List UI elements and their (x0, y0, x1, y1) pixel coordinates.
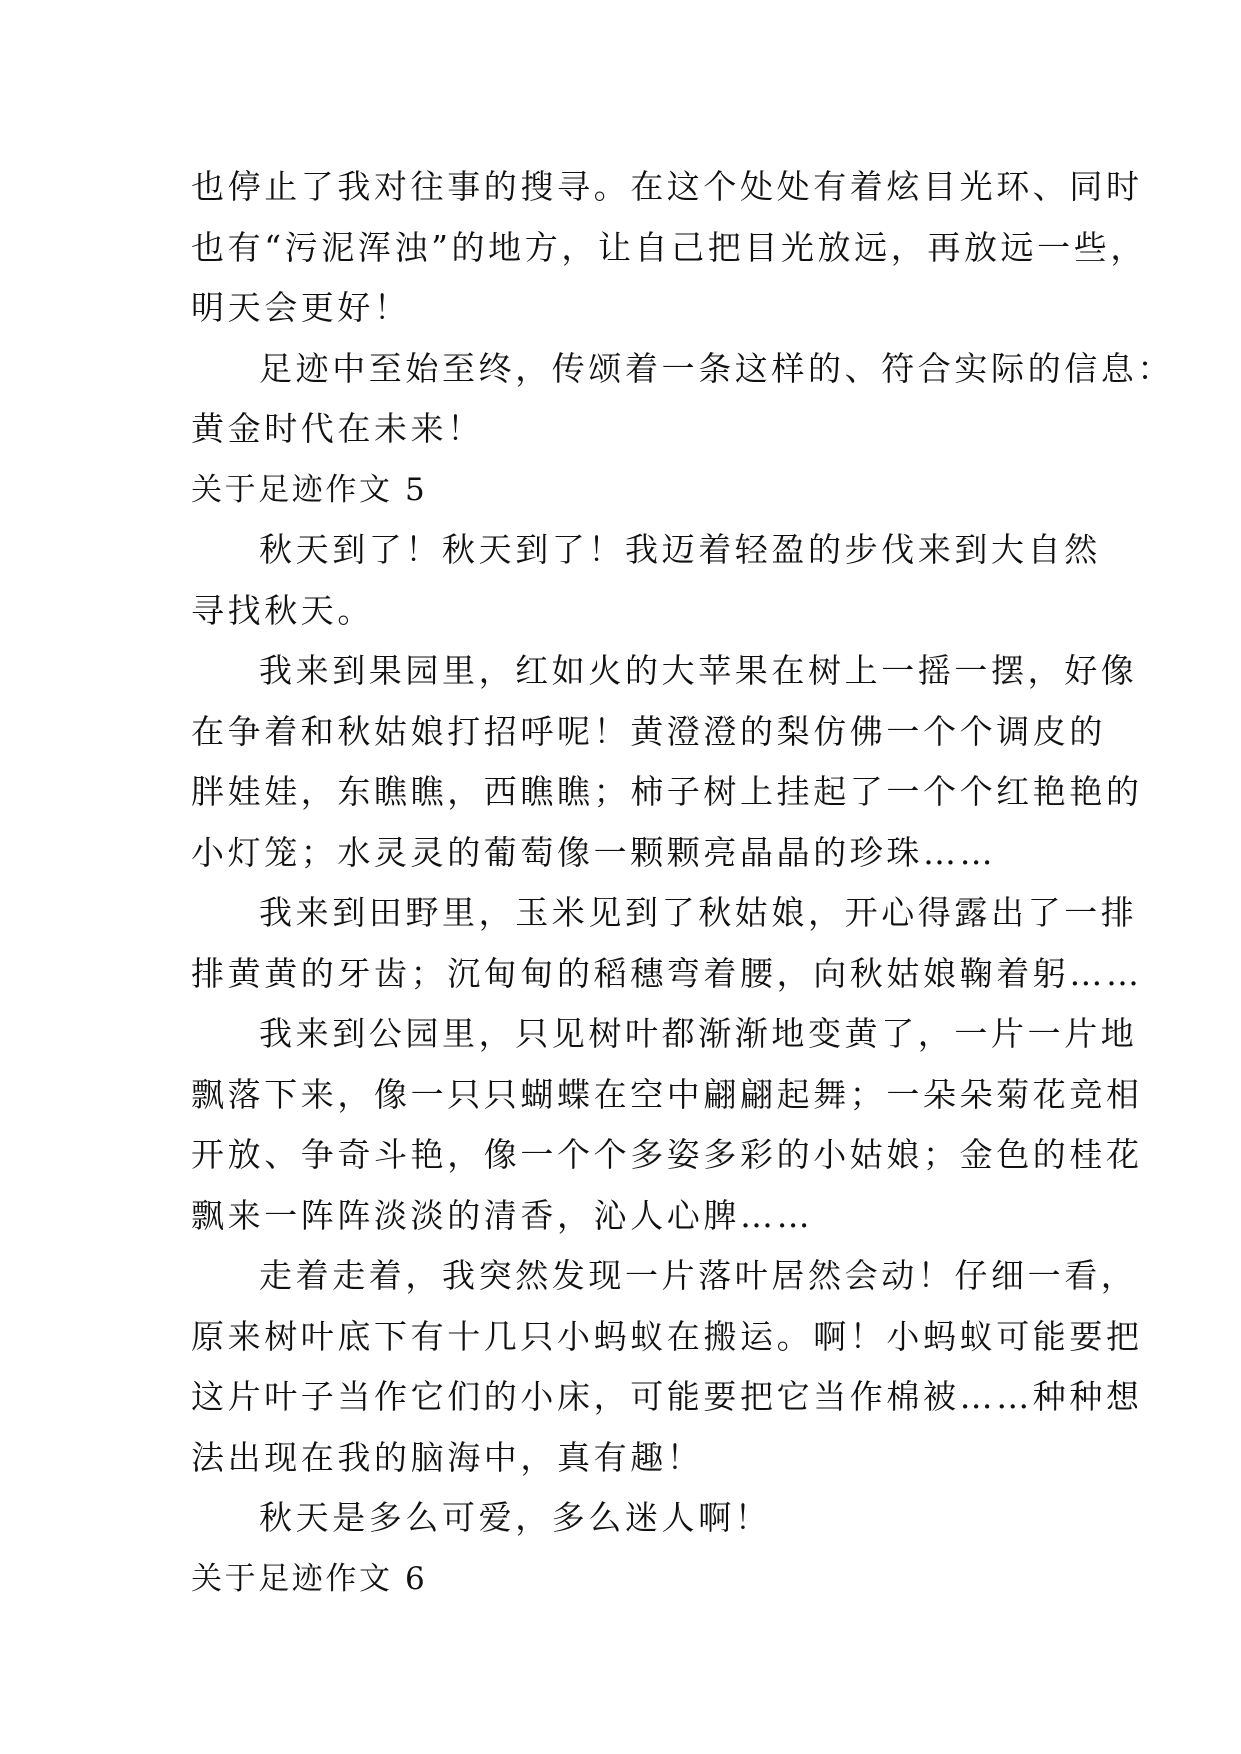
text-line: 走着走着，我突然发现一片落叶居然会动！仔细一看， (259, 1256, 1138, 1295)
paragraph (191, 1004, 1143, 1246)
text-line: 法出现在我的脑海中，真有趣！ (191, 1437, 704, 1477)
text-line: 秋天是多么可爱，多么迷人啊！ (259, 1498, 772, 1537)
text-line: 也停止了我对往事的搜寻。在这个处处有着炫目光环、同时 (191, 167, 1143, 206)
text-line: 寻找秋天。 (191, 590, 374, 630)
paragraph (191, 883, 1143, 1004)
text-line: 小灯笼；水灵灵的葡萄像一颗颗亮晶晶的珍珠…… (191, 832, 997, 872)
text-line: 飘落下来，像一只只蝴蝶在空中翩翩起舞；一朵朵菊花竞相 (191, 1074, 1143, 1114)
text-line: 原来树叶底下有十几只小蚂蚁在搬运。啊！小蚂蚁可能要把 (191, 1316, 1143, 1356)
paragraph (191, 641, 1143, 883)
paragraph (191, 157, 1147, 339)
text-line: 我来到果园里，红如火的大苹果在树上一摇一摆，好像 (259, 651, 1138, 690)
paragraph (191, 339, 1174, 460)
text-line: 胖娃娃，东瞧瞧，西瞧瞧；柿子树上挂起了一个个红艳艳的 (191, 772, 1143, 811)
document-body (191, 157, 1174, 1609)
text-line: 我来到公园里，只见树叶都渐渐地变黄了，一片一片地 (259, 1014, 1138, 1053)
text-line: 也有“污泥浑浊”的地方，让自己把目光放远，再放远一些， (191, 227, 1147, 267)
paragraph (191, 1488, 1053, 1549)
text-line: 在争着和秋姑娘打招呼呢！黄澄澄的梨仿佛一个个调皮的 (191, 711, 1106, 751)
text-line: 黄金时代在未来！ (191, 409, 484, 448)
text-line: 秋天到了！秋天到了！我迈着轻盈的步伐来到大自然 (259, 530, 1101, 569)
text-line: 我来到田野里，玉米见到了秋姑娘，开心得露出了一排 (259, 893, 1138, 932)
section-heading: 关于足迹作文 5 (191, 471, 428, 508)
text-line: 明天会更好！ (191, 288, 411, 327)
section-heading: 关于足迹作文 6 (191, 1560, 428, 1597)
text-line: 开放、争奇斗艳，像一个个多姿多彩的小姑娘；金色的桂花 (191, 1135, 1143, 1174)
paragraph (191, 1246, 1143, 1488)
text-line: 飘来一阵阵淡淡的清香，沁人心脾…… (191, 1195, 814, 1235)
text-line: 这片叶子当作它们的小床，可能要把它当作棉被……种种想 (191, 1377, 1143, 1416)
paragraph (191, 520, 1101, 641)
text-line: 足迹中至始至终，传颂着一条这样的、符合实际的信息： (259, 348, 1174, 388)
text-line: 排黄黄的牙齿；沉甸甸的稻穗弯着腰，向秋姑娘鞠着躬…… (191, 953, 1143, 993)
